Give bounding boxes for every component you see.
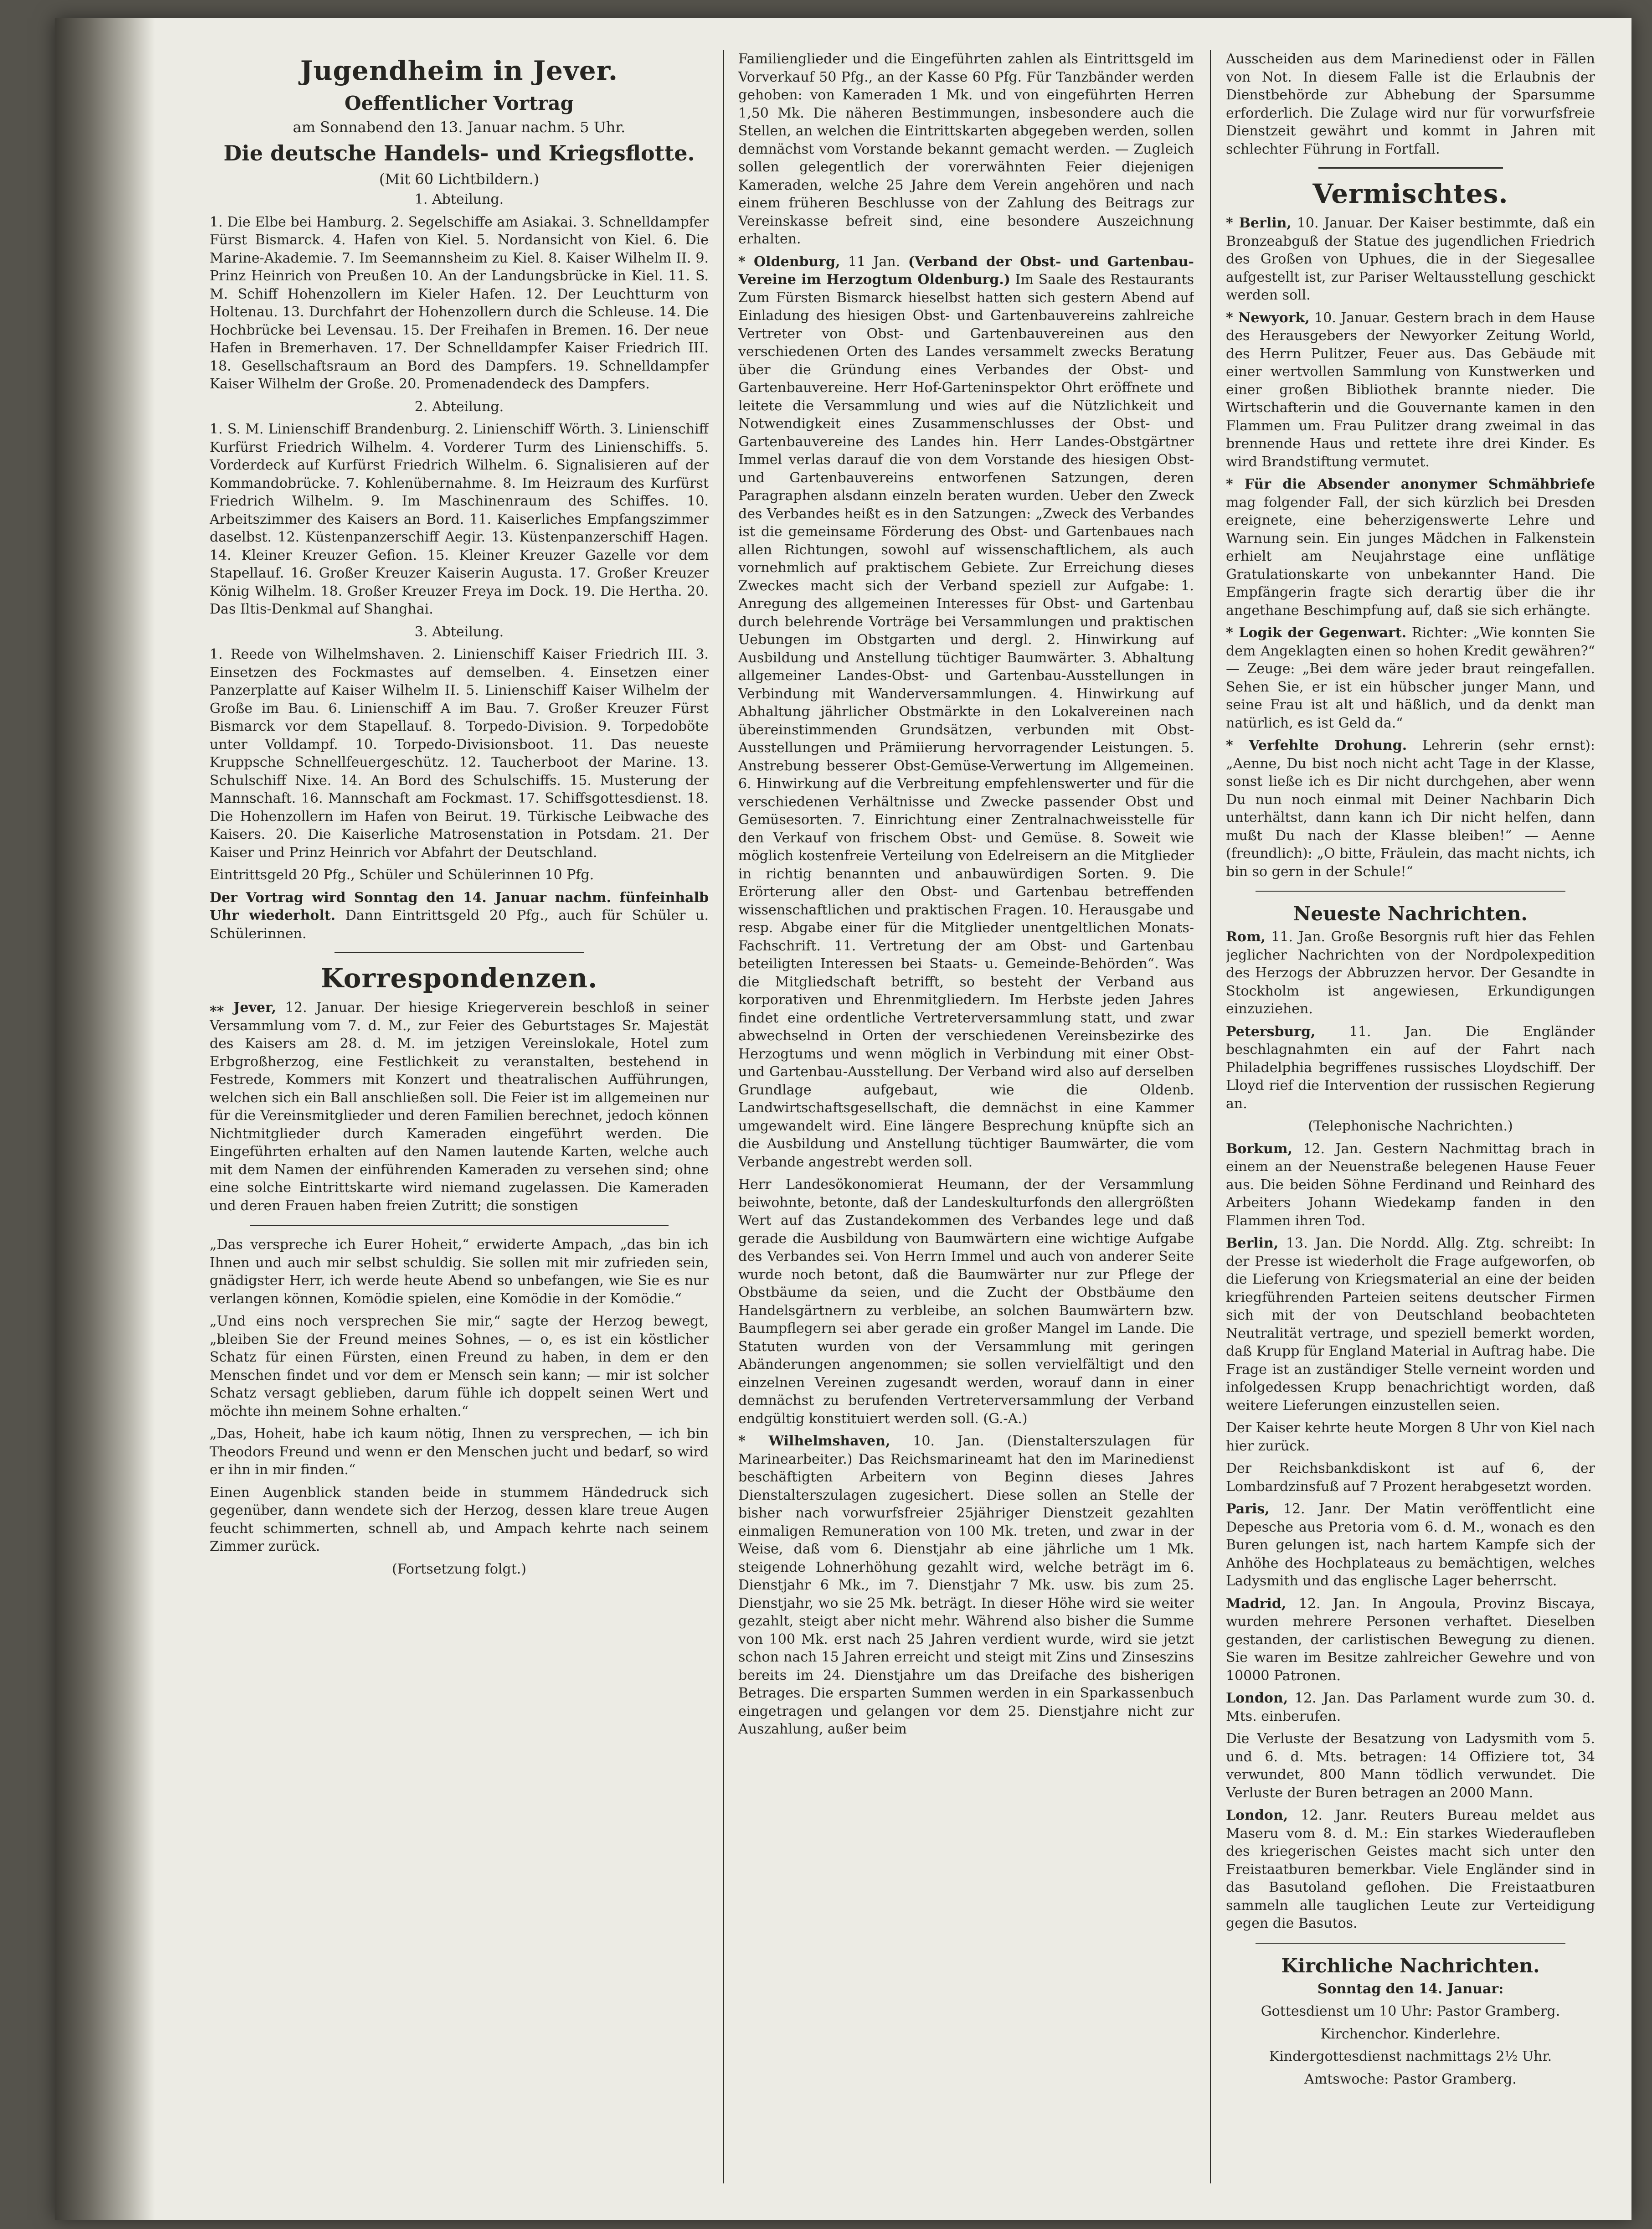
- berlin2-lead: Berlin,: [1226, 1235, 1279, 1251]
- borkum-lead: Borkum,: [1226, 1140, 1292, 1157]
- section-separator: [1256, 891, 1565, 892]
- sonntag-line: [1226, 1980, 1595, 1998]
- oldenburg-article: [738, 253, 1194, 1171]
- vermischtes-head: Vermischtes.: [1312, 178, 1508, 209]
- london-article: [1226, 1689, 1595, 1725]
- drohung-article: [1226, 737, 1595, 881]
- oldenburg-text: Im Saale des Restaurants Zum Fürsten Bismarck hieselbst hatten sich gestern Abend auf Einladung des hiesigen Obst- und Gartenbauvereins zahlreiche Vertreter von Obst- und Gartenbauvereinen aus den verschiedenen Orten des Landes versammelt zwecks Beratung über die Gründung eines Verbandes der Obst- und Gartenbauvereine. Herr Hof-Garteninspektor Ohrt eröffnete und leitete die Versammlung und wies auf die Nützlichkeit und Notwendigkeit eines Zusammenschlusses der Obst- und Gartenbauvereine des Landes hin. Herr Landes-Obstgärtner Immel verlas darauf die von dem Vorstande des hiesigen Obst- und Gartenbauvereins entworfenen Satzungen, deren Paragraphen alsdann einzeln beraten wurden. Ueber den Zweck des Verbandes heißt es in den Satzungen: „Zweck des Verbandes ist die gemeinsame Förderung des Obst- und Gartenbaues nach allen Richtungen, sowohl auf wissenschaftlichem, als auch vornehmlich auf praktischem Gebiete. Zur Erreichung dieses Zweckes macht sich der Verband speziell zur Aufgabe: 1. Anregung des allgemeinen Interesses für Obst- und Gartenbau durch belehrende Vorträge bei Versammlungen und praktischen Uebungen im Obstgarten und dergl. 2. Hinwirkung auf Ausbildung und Anstellung tüchtiger Baumwärter. 3. Abhaltung allgemeiner Landes-Obst- und Gartenbau-Ausstellungen in Verbindung mit Wanderversammlungen. 4. Hinwirkung auf Abhaltung jährlicher Obstmärkte in den Lokalvereinen nach übereinstimmenden Grundsätzen, verbunden mit Obst-Ausstellungen und Prämiierung hervorragender Leistungen. 5. Anstrebung besserer Obst-Gemüse-Verwertung im Allgemeinen. 6. Hinwirkung auf die Verbreitung empfehlenswerter und für die verschiedenen Verhältnisse und Zwecke passender Obst und Gemüsesorten. 7. Einrichtung einer Zentralnachweisstelle für den Verkauf von frischem Obst- und Gemüse. 8. Soweit wie möglich kostenfreie Verteilung von Edelreisern an die Mitglieder in richtig benannten und anbauwürdigen Sorten. 9. Die Erörterung aller den Obst- und Gartenbau betreffenden wissenschaftlichen und praktischen Fragen. 10. Herausgabe und resp. Abgabe einer für die Mitglieder unentgeltlichen Monats-Fachschrift. 11. Vertretung der am Obst- und Gartenbau beteiligten Interessen bei Staats- u. Gemeinde-Behörden“. Was die Mitgliedschaft betrifft, so besteht der Verband aus korporativen und Ehrenmitgliedern. Im Herbste jeden Jahres findet eine ordentliche Vertreterversammlung statt, und zwar abwechselnd in Orten der verschiedenen Vereinsbezirke des Herzogtums und wenn möglich in Verbindung mit einer Obst- und Gartenbau-Ausstellung. Der Verband wird also auf derselben Grundlage aufgebaut, wie die Oldenb. Landwirtschaftsgesellschaft, die demnächst in eine Kammer umgewandelt wird. Eine längere Besprechung knüpfte sich an die Ausbildung und Anstellung tüchtiger Baumwärter, die vom Verbande angestrebt werden soll.: [738, 272, 1194, 1170]
- oldenburg-date: 11 Jan.: [840, 253, 908, 270]
- kirchliche-head: Kirchliche Nachrichten.: [1281, 1954, 1540, 1977]
- reichsbank-note: Der Reichsbankdiskont ist auf 6, der Lombardzinsfuß auf 7 Prozent herabgesetzt worden.: [1226, 1460, 1595, 1495]
- korrespondenzen-head: Korrespondenzen.: [320, 963, 598, 994]
- kindergottesdienst-line: Kindergottesdienst nachmittags 2½ Uhr.: [1269, 2048, 1552, 2064]
- abteilung-2-head: 2. Abteilung.: [414, 398, 504, 415]
- rom-text: 11. Jan. Große Besorgnis ruft hier das Fehlen jeglicher Nachrichten von der Nordpolexpedition des Herzogs der Abbruzzen hervor. Der Gesandte in Stockholm ist angewiesen, Erkundigungen einzuziehen.: [1226, 929, 1595, 1017]
- eintrittsgeld: Eintrittsgeld 20 Pfg., Schüler und Schülerinnen 10 Pfg.: [210, 867, 594, 883]
- paris-lead: Paris,: [1226, 1501, 1270, 1517]
- jever-continuation: Familienglieder und die Eingeführten zahlen als Eintrittsgeld im Vorverkauf 50 Pfg., an der Kasse 60 Pfg. Für Tanzbänder werden gehoben: von Kameraden 1 Mk. und von eingeführten Herren 1,50 Mk. Die näheren Bestimmungen, insbesondere auch die Stellen, an welchen die Eintrittskarten abgegeben werden, sollen demnächst vom Vorstande bekannt gemacht werden. — Zugleich sollen gelegentlich der vorerwähnten Feier diejenigen Kameraden, welche 25 Jahre dem Verein angehören und nach einem früheren Beschlusse von der Zahlung des Beitrags zur Vereinskasse befreit sind, eine besondere Auszeichnung erhalten.: [738, 51, 1194, 247]
- absender-text: mag folgender Fall, der sich kürzlich bei Dresden ereignete, eine beherzigenswerte Lehre und Warnung sein. Ein junges Mädchen in Falkenstein erhielt am Neujahrstage eine unflätige Gratulationskarte von unbekannter Hand. Die Empfängerin fragte sich derartig über die ihr angethane Beschimpfung auf, daß sie sich erhängte.: [1226, 494, 1595, 619]
- column-rule-1: [723, 50, 724, 2183]
- kaiser-note: Der Kaiser kehrte heute Morgen 8 Uhr von Kiel nach hier zurück.: [1226, 1420, 1595, 1454]
- repeat-notice: [210, 889, 709, 943]
- abteilung-2-text: 1. S. M. Linienschiff Brandenburg. 2. Linienschiff Wörth. 3. Linienschiff Kurfürst Friedrich Wilhelm. 4. Vorderer Turm des Linienschiffs. 5. Vorderdeck auf Kurfürst Friedrich Wilhelm. 6. Signalisieren auf der Kommandobrücke. 7. Kohlenübernahme. 8. Im Heizraum des Kurfürst Friedrich Wilhelm. 9. Im Maschinenraum des Schiffes. 10. Arbeitszimmer des Kaisers an Bord. 11. Kaiserliches Empfangszimmer daselbst. 12. Küstenpanzerschiff Aegir. 13. Küstenpanzerschiff Hagen. 14. Kleiner Kreuzer Gefion. 15. Kleiner Kreuzer Gazelle vor dem Stapellauf. 16. Großer Kreuzer Kaiserin Augusta. 17. Großer Kreuzer König Wilhelm. 18. Großer Kreuzer Freya im Dock. 19. Die Hertha. 20. Das Iltis-Denkmal auf Shanghai.: [210, 421, 709, 617]
- lecture-date: am Sonnabend den 13. Januar nachm. 5 Uhr.: [293, 119, 626, 136]
- feuilleton-separator: [250, 1225, 669, 1226]
- novel-paragraph: Einen Augenblick standen beide in stummem Händedruck sich gegenüber, dann wendete sich der Herzog, dessen klare treue Augen feucht schimmerten, schnell ab, und Ampach kehrte nach seinem Zimmer zurück.: [210, 1484, 709, 1554]
- jever-text: 12. Januar. Der hiesige Kriegerverein beschloß in seiner Versammlung vom 7. d. M., zur Feier des Geburtstages Sr. Majestät des Kaisers am 28. d. M. im jetzigen Vereinslokale, Hotel zum Erbgroßherzog, eine Festlichkeit zu veranstalten, bestehend in Festrede, Kommers mit Konzert und theatralischen Aufführungen, welchen sich ein Ball anschließen soll. Die Feier ist im allgemeinen nur für die Vereinsmitglieder und deren Familien berechnet, jedoch können Nichtmitglieder durch Kameraden eingeführt werden. Die Eingeführten erhalten auf den Namen lautende Karten, welche auch mit dem Namen der einführenden Kameraden zu versehen sind; ohne eine solche Eintrittskarte wird niemand zugelassen. Die Kameraden und deren Frauen haben freien Zutritt; die sonstigen: [210, 1000, 709, 1214]
- sonntag-bold: Sonntag den 14. Januar:: [1317, 1981, 1504, 1997]
- berlin2-text: 13. Jan. Die Nordd. Allg. Ztg. schreibt: In der Presse ist wiederholt die Frage aufgeworfen, ob die Lieferung von Kriegsmaterial an eine der beiden kriegführenden Parteien seitens deutscher Firmen sich mit der von Deutschland beobachteten Neutralität vertrage, und speziell bemerkt worden, daß Krupp für England Material in Auftrag habe. Die Frage ist an zuständiger Stelle verneint worden und infolgedessen Krupp benachrichtigt worden, daß weitere Lieferungen einzustellen seien.: [1226, 1235, 1595, 1414]
- newyork-lead: * Newyork,: [1226, 310, 1310, 326]
- berlin-text: 10. Januar. Der Kaiser bestimmte, daß ein Bronzeabguß der Statue des jugendlichen Friedrich des Großen von Uphues, die in der Siegesallee aufgestellt ist, zur Pariser Weltausstellung geschickt werden soll.: [1226, 215, 1595, 303]
- rom-lead: Rom,: [1226, 929, 1266, 945]
- petersburg-article: [1226, 1023, 1595, 1113]
- borkum-text: 12. Jan. Gestern Nachmittag brach in einem an der Neuenstraße belegenen Hause Feuer aus. Die beiden Söhne Ferdinand und Reinhard des Arbeiters Johann Wiedekamp fanden in den Flammen ihren Tod.: [1226, 1140, 1595, 1229]
- oldenburg-lead: * Oldenburg,: [738, 253, 840, 270]
- section-separator: [1256, 1943, 1565, 1944]
- wilhelmshaven-continuation: Ausscheiden aus dem Marinedienst oder in Fällen von Not. In diesem Falle ist die Erlaubnis der Dienstbehörde zur Abhebung der Sparsumme erforderlich. Die Zulage wird nur für vorwurfsfreie Dienstzeit gewährt und kommt in Jahren mit schlechter Führung in Fortfall.: [1226, 51, 1595, 157]
- borkum-article: [1226, 1140, 1595, 1230]
- neueste-nachrichten-head: Neueste Nachrichten.: [1293, 903, 1528, 925]
- lecture-title: Die deutsche Handels- und Kriegsflotte.: [223, 141, 695, 165]
- wilhelmshaven-text: 10. Jan. (Dienstalterszulagen für Marinearbeiter.) Das Reichsmarineamt hat den im Marinedienst beschäftigten Arbeitern von Beginn dieses Jahres Dienstalterszulagen zugesichert. Diese sollen an Stelle der bisher nach vorwurfsfreier 25jähriger Dienstzeit gezahlten einmaligen Remuneration von 100 Mk. treten, und zwar in der Weise, daß vom 6. Dienstjahr ab eine jährliche um 1 Mk. steigende Lohnerhöhung gezahlt wird, welche beträgt im 6. Dienstjahr 6 Mk., im 7. Dienstjahr 7 Mk. usw. bis zum 25. Dienstjahr, wo sie 25 Mk. beträgt. In dieser Höhe wird sie weiter gezahlt, steigt aber nicht mehr. Während also bisher die Summe von 100 Mk. erst nach 25 Jahren verdient wurde, wird sie jetzt schon nach 15 Jahren erreicht und steigt mit Zins und Zinseszins bereits im 24. Dienstjahre um das Dreifache des bisherigen Betrages. Die ersparten Summen werden in ein Sparkassenbuch eingetragen und gelangen vor dem 25. Dienstjahre nicht zur Auszahlung, außer beim: [738, 1433, 1194, 1737]
- madrid-text: 12. Jan. In Angoula, Provinz Biscaya, wurden mehrere Personen verhaftet. Dieselben gestanden, der carlistischen Bewegung zu dienen. Sie waren im Besitze zahlreicher Gewehre und von 10000 Patronen.: [1226, 1595, 1595, 1684]
- logik-article: [1226, 624, 1595, 732]
- repeat-notice-bold: Der Vortrag wird Sonntag den 14. Januar nachm. fünfeinhalb Uhr wiederholt.: [210, 889, 709, 924]
- berlin-article: [1226, 214, 1595, 304]
- gottesdienst-line: Gottesdienst um 10 Uhr: Pastor Gramberg.: [1261, 2003, 1560, 2019]
- london2-article: [1226, 1806, 1595, 1933]
- book-spine-shadow: [55, 18, 155, 2220]
- madrid-lead: Madrid,: [1226, 1595, 1287, 1612]
- column-rule-2: [1210, 50, 1211, 2183]
- paris-text: 12. Janr. Der Matin veröffentlicht eine Depesche aus Pretoria vom 6. d. M., wonach es den Buren gelungen ist, nach hartem Kampfe sich der Anhöhe des Hochplateaus zu bemächtigen, welches Ladysmith und das englische Lager beherrscht.: [1226, 1501, 1595, 1589]
- page-content: [210, 50, 1595, 2183]
- logik-text: Richter: „Wie konnten Sie dem Angeklagten einen so hohen Kredit gewähren?“ — Zeuge: „Bei dem wäre jeder braut reingefallen. Sehen Sie, er ist ein hübscher junger Mann, und seine Frau ist alt und häßlich, und da denkt man natürlich, es ist Geld da.“: [1226, 625, 1595, 731]
- newyork-text: 10. Januar. Gestern brach in dem Hause des Herausgebers der Newyorker Zeitung World, des Herrn Pulitzer, Feuer aus. Das Gebäude mit einer wertvollen Sammlung von Kunstwerken und einer großen Bibliothek brannte nieder. Die Wirtschafterin und die Gouvernante kamen in den Flammen um. Frau Pulitzer drang zweimal in das brennende Haus und rettete ihre drei Kinder. Es wird Brandstiftung vermutet.: [1226, 310, 1595, 470]
- absender-article: [1226, 475, 1595, 619]
- london-text: 12. Jan. Das Parlament wurde zum 30. d. Mts. einberufen.: [1226, 1690, 1595, 1724]
- verluste-note: Die Verluste der Besatzung von Ladysmith vom 5. und 6. d. Mts. betragen: 14 Offiziere tot, 34 verwundet, 800 Mann tödlich verwundet. Die Verluste der Buren betragen an 2000 Mann.: [1226, 1731, 1595, 1801]
- abteilung-1-head: 1. Abteilung.: [414, 191, 504, 207]
- novel-paragraph: „Und eins noch versprechen Sie mir,“ sagte der Herzog bewegt, „bleiben Sie der Freund meines Sohnes, — o, es ist ein köstlicher Schatz für einen Fürsten, einen Freund zu haben, in dem er den Menschen findet und vor dem er Mensch sein kann; — mir ist solcher Schatz versagt geblieben, darum fühle ich doppelt seinen Wert und möchte ihn meinem Sohne erhalten.“: [210, 1313, 709, 1419]
- newspaper-page: [55, 18, 1631, 2220]
- jever-lead: ⁎⁎ Jever,: [210, 1000, 277, 1016]
- novel-paragraph: „Das verspreche ich Eurer Hoheit,“ erwiderte Ampach, „das bin ich Ihnen und auch mir selbst schuldig. Sie sollen mit mir zufrieden sein, gnädigster Herr, ich werde heute Abend so unbefangen, wie Sie es nur verlangen können, Komödie spielen, eine Komödie in der Komödie.“: [210, 1237, 709, 1307]
- novel-paragraph: „Das, Hoheit, habe ich kaum nötig, Ihnen zu versprechen, — ich bin Theodors Freund und wenn er den Menschen jucht und bedarf, so wird er ihn in mir finden.“: [210, 1426, 709, 1478]
- london-lead: London,: [1226, 1690, 1288, 1706]
- petersburg-lead: Petersburg,: [1226, 1023, 1316, 1040]
- petersburg-text: 11. Jan. Die Engländer beschlagnahmten ein auf der Fahrt nach Philadelphia begriffenes russisches Lloydschiff. Der Lloyd rief die Intervention der russischen Regierung an.: [1226, 1023, 1595, 1112]
- column-3: [1226, 50, 1595, 2183]
- london2-lead: London,: [1226, 1807, 1288, 1823]
- berlin-lead: * Berlin,: [1226, 215, 1292, 231]
- fortsetzung-note: (Fortsetzung folgt.): [392, 1561, 526, 1577]
- heumann-paragraph: Herr Landesökonomierat Heumann, der der Versammlung beiwohnte, betonte, daß der Landeskulturfonds den allergrößten Wert auf das Zustandekommen des Verbandes lege und daß gerade die Ausbildung von Baumwärtern eine wichtige Aufgabe des Verbandes sei. Von Herrn Immel und auch von anderer Seite wurde noch betont, daß die Baumwärter nur zur Pflege der Obstbäume da seien, und die Zucht der Obstbäume den Handelsgärtnern zu verbleibe, an solchen Baumwärtern bzw. Baumpflegern sei aber gerade ein großer Mangel im Lande. Die Statuten wurden von der Versammlung mit geringen Abänderungen angenommen; sie sollen vervielfältigt und den einzelnen Vereinen zugesandt werden, worauf dann in einer demnächst zu berufenden Vertreterversammlung der Verband endgültig konstituiert werden soll. (G.-A.): [738, 1176, 1194, 1427]
- wilhelmshaven-lead: * Wilhelmshaven,: [738, 1433, 890, 1449]
- repeat-notice-rest: Dann Eintrittsgeld 20 Pfg., auch für Schüler u. Schülerinnen.: [210, 908, 709, 942]
- jever-article: [210, 999, 709, 1215]
- paris-article: [1226, 1500, 1595, 1590]
- oldenburg-heading: (Verband der Obst- und Gartenbau-Vereine im Herzogtum Oldenburg.): [738, 253, 1194, 288]
- section-separator: [1318, 167, 1503, 169]
- amtswoche-line: Amtswoche: Pastor Gramberg.: [1304, 2071, 1517, 2087]
- column-2: [738, 50, 1194, 2183]
- section-separator: [335, 952, 584, 953]
- jugendheim-title: Jugendheim in Jever.: [300, 55, 618, 86]
- abteilung-1-text: 1. Die Elbe bei Hamburg. 2. Segelschiffe am Asiakai. 3. Schnelldampfer Fürst Bismarck. 4. Hafen von Kiel. 5. Nordansicht von Kiel. 6. Die Marine-Akademie. 7. Im Seemannsheim zu Kiel. 8. Kaiser Wilhelm II. 9. Prinz Heinrich von Preußen 10. An der Landungsbrücke in Kiel. 11. S. M. Schiff Hohenzollern im Kieler Hafen. 12. Der Leuchtturm von Holtenau. 13. Durchfahrt der Hohenzollern durch die Schleuse. 14. Die Hochbrücke bei Levensau. 15. Der Freihafen in Bremen. 16. Der neue Hafen in Bremerhaven. 17. Der Schnelldampfer Kaiser Friedrich III. 18. Gesellschaftsraum an Bord des Dampfers. 19. Schnelldampfer Kaiser Wilhelm der Große. 20. Promenadendeck des Dampfers.: [210, 214, 709, 392]
- abteilung-3-text: 1. Reede von Wilhelmshaven. 2. Linienschiff Kaiser Friedrich III. 3. Einsetzen des Fockmastes auf demselben. 4. Einsetzen einer Panzerplatte auf Kaiser Wilhelm II. 5. Linienschiff Kaiser Wilhelm der Große im Bau. 6. Linienschiff A im Bau. 7. Großer Kreuzer Fürst Bismarck vor dem Stapellauf. 8. Torpedo-Division. 9. Torpedoböte unter Volldampf. 10. Torpedo-Divisionsboot. 11. Das neueste Kruppsche Schnellfeuergeschütz. 12. Taucherboot der Marine. 13. Schulschiff Nixe. 14. An Bord des Schulschiffs. 15. Musterung der Mannschaft. 16. Mannschaft am Fockmast. 17. Schiffsgottesdienst. 18. Die Hohenzollern im Hafen von Beirut. 19. Türkische Leibwache des Kaisers. 20. Die Kaiserliche Matrosenstation in Potsdam. 21. Der Kaiser und Prinz Heinrich vor Abfahrt der Deutschland.: [210, 646, 709, 861]
- newyork-article: [1226, 309, 1595, 471]
- rom-article: [1226, 928, 1595, 1018]
- wilhelmshaven-article: [738, 1432, 1194, 1739]
- abteilung-3-head: 3. Abteilung.: [414, 624, 504, 640]
- telephonische-head: (Telephonische Nachrichten.): [1308, 1118, 1513, 1134]
- drohung-text: Lehrerin (sehr ernst): „Aenne, Du bist noch nicht acht Tage in der Klasse, sonst ließe ich es Dir nicht durchgehen, aber wenn Du nun noch einmal mit Deiner Nachbarin Dich unterhältst, dann kann ich Dir nicht helfen, dann mußt Du nach der Klasse bleiben!“ — Aenne (freundlich): „O bitte, Fräulein, das macht nichts, ich bin so gern in der Schule!“: [1226, 738, 1595, 880]
- lichtbilder-note: (Mit 60 Lichtbildern.): [379, 170, 540, 188]
- madrid-article: [1226, 1595, 1595, 1685]
- kirchenchor-line: Kirchenchor. Kinderlehre.: [1320, 2026, 1501, 2042]
- logik-lead: * Logik der Gegenwart.: [1226, 625, 1407, 641]
- london2-text: 12. Janr. Reuters Bureau meldet aus Maseru vom 8. d. M.: Ein starkes Wiederaufleben des kriegerischen Geistes macht sich unter den Freistaatburen bemerkbar. Viele Engländer sind in das Basutoland geflohen. Die Freistaatburen sammeln alle tauglichen Leute zur Verteidigung gegen die Basutos.: [1226, 1807, 1595, 1931]
- berlin2-article: [1226, 1234, 1595, 1414]
- column-1: [210, 50, 709, 2183]
- drohung-lead: * Verfehlte Drohung.: [1226, 738, 1407, 753]
- lecture-subtitle: Oeffentlicher Vortrag: [345, 92, 574, 114]
- absender-lead: * Für die Absender anonymer Schmähbriefe: [1226, 476, 1595, 492]
